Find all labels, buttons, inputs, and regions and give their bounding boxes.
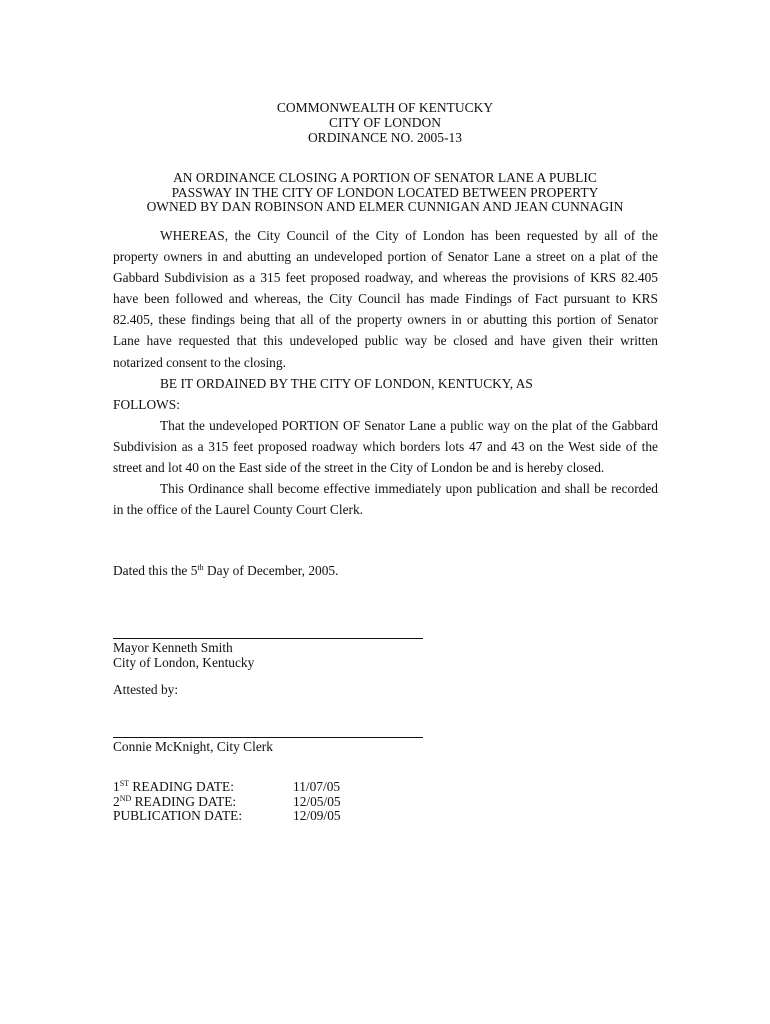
dated-prefix: Dated this the 5 bbox=[113, 563, 198, 578]
publication-row bbox=[113, 809, 341, 824]
clerk-signature-line bbox=[113, 737, 423, 738]
second-reading-row bbox=[113, 795, 341, 810]
document-header bbox=[0, 100, 770, 145]
title-line-2: PASSWAY IN THE CITY OF LONDON LOCATED BETWEEN PROPERTY bbox=[171, 184, 599, 200]
ordinance-body bbox=[113, 225, 658, 520]
whereas-paragraph: WHEREAS, the City Council of the City of London has been requested by all of the property owners in and abutting an undeveloped portion of Senator Lane a street on a plat of the Gabbard Subdivision as a 315 feet proposed roadway, and whereas the provisions of KRS 82.405 have been followed and whereas, the City Council has made Findings of Fact pursuant to KRS 82.405, these findings being that all of the property owners in or abutting this portion of Senator Lane have requested that this undeveloped public way be closed and have given their written notarized consent to the closing. bbox=[113, 228, 658, 370]
mayor-signature-line bbox=[113, 638, 423, 639]
ordinance-title bbox=[100, 171, 670, 215]
first-reading-text: READING DATE: bbox=[129, 779, 234, 794]
header-commonwealth: COMMONWEALTH OF KENTUCKY bbox=[276, 100, 494, 115]
title-line-1: AN ORDINANCE CLOSING A PORTION OF SENATOR LANE A PUBLIC bbox=[173, 170, 597, 185]
second-reading-ordinal: ND bbox=[119, 793, 132, 803]
portion-paragraph: That the undeveloped PORTION OF Senator Lane a public way on the plat of the Gabbard Subdivision as a 315 feet proposed roadway which borders lots 47 and 43 on the West side of the street and lot 40 on the East side of the street in the City of London be and is hereby closed. bbox=[113, 417, 658, 476]
publication-date: 12/09/05 bbox=[293, 808, 341, 823]
second-reading-num: 2 bbox=[113, 793, 120, 809]
dated-ordinal: th bbox=[197, 563, 204, 572]
first-reading-label bbox=[113, 780, 293, 795]
header-ordinance-number: ORDINANCE NO. 2005-13 bbox=[307, 130, 463, 145]
publication-label: PUBLICATION DATE: bbox=[113, 808, 243, 823]
first-reading-ordinal: ST bbox=[119, 779, 130, 788]
first-reading-num: 1 bbox=[113, 779, 120, 794]
mayor-block bbox=[113, 640, 254, 670]
reading-dates bbox=[113, 780, 341, 824]
mayor-name: Mayor Kenneth Smith bbox=[113, 640, 233, 655]
follows-line: FOLLOWS: bbox=[113, 396, 180, 412]
second-reading-date: 12/05/05 bbox=[293, 793, 341, 809]
mayor-city: City of London, Kentucky bbox=[113, 655, 255, 670]
dated-suffix: Day of December, 2005. bbox=[203, 563, 339, 578]
ordained-line: BE IT ORDAINED BY THE CITY OF LONDON, KENTUCKY, AS bbox=[160, 375, 533, 391]
attested-label: Attested by: bbox=[113, 682, 179, 697]
second-reading-label bbox=[113, 795, 293, 810]
title-line-3: OWNED BY DAN ROBINSON AND ELMER CUNNIGAN AND JEAN CUNNAGIN bbox=[146, 199, 624, 214]
header-city: CITY OF LONDON bbox=[329, 115, 441, 130]
effective-paragraph: This Ordinance shall become effective immediately upon publication and shall be recorded in the office of the Laurel County Court Clerk. bbox=[113, 481, 658, 518]
second-reading-text: READING DATE: bbox=[131, 793, 237, 809]
first-reading-row bbox=[113, 780, 341, 795]
clerk-name: Connie McKnight, City Clerk bbox=[113, 739, 273, 754]
first-reading-date: 11/07/05 bbox=[293, 779, 341, 794]
dated-line bbox=[113, 563, 338, 579]
